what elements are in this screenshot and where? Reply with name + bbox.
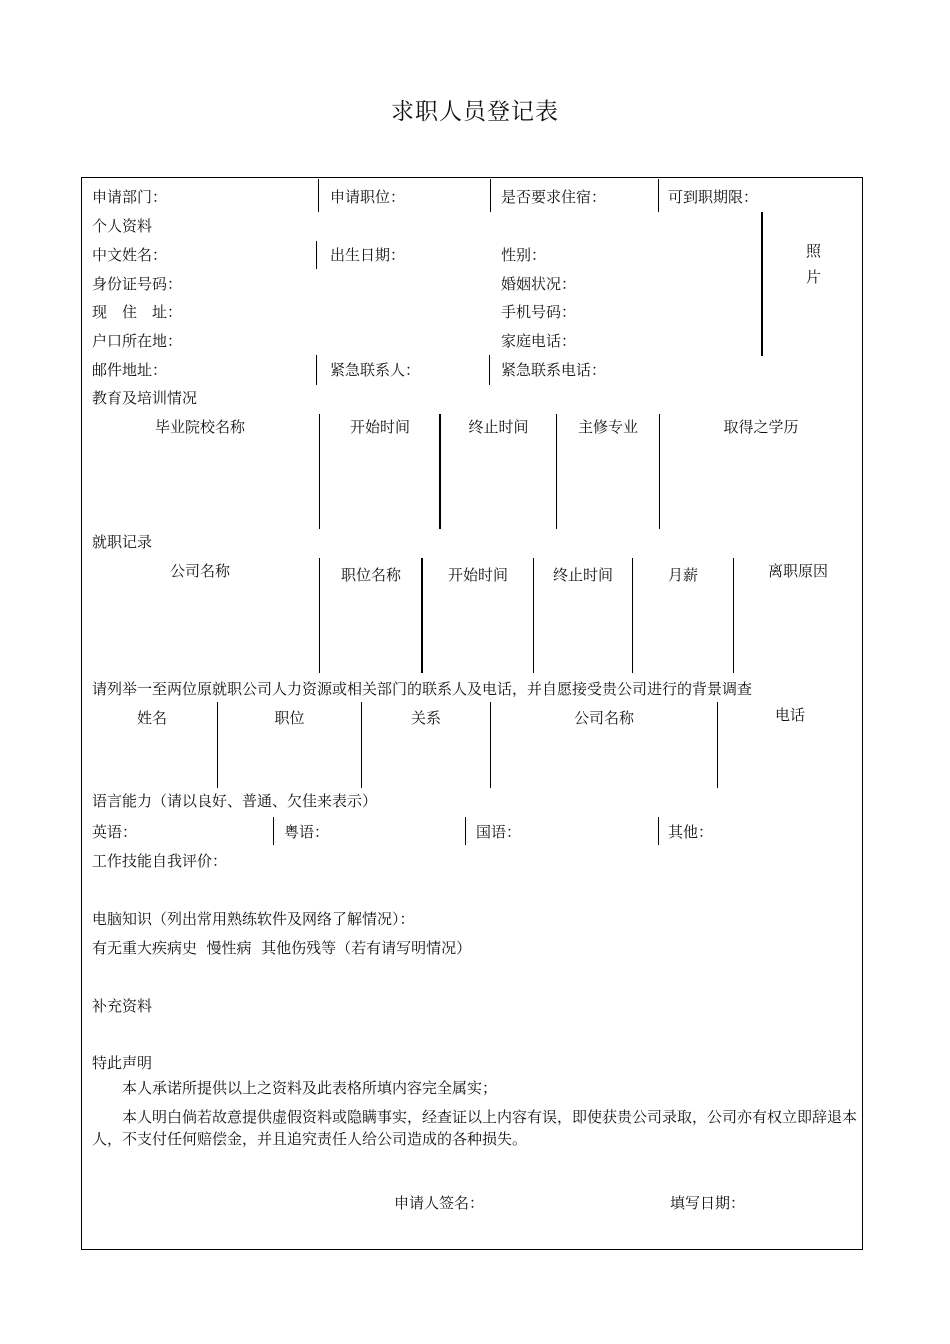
position-label: 申请职位：	[330, 188, 406, 206]
photo-divider	[761, 212, 763, 356]
emp-col-reason: 离职原因	[767, 562, 828, 580]
edu-col-end: 终止时间	[468, 418, 529, 436]
applicant-signature-label: 申请人签名：	[394, 1194, 485, 1212]
chinese-name-label: 中文姓名：	[92, 246, 168, 264]
skills-self-eval-label: 工作技能自我评价：	[92, 852, 228, 870]
mandarin-label: 国语：	[476, 823, 522, 841]
divider	[316, 355, 317, 385]
divider	[273, 817, 274, 845]
ref-col-position: 职位	[274, 709, 305, 727]
computer-knowledge-label: 电脑知识（列出常用熟练软件及网络了解情况）：	[92, 910, 415, 928]
form-title: 求职人员登记表	[391, 99, 559, 125]
emp-col-company: 公司名称	[169, 562, 230, 580]
gender-label: 性别：	[501, 246, 547, 264]
education-section-title: 教育及培训情况	[92, 389, 198, 407]
language-section-title: 语言能力（请以良好、普通、欠佳来表示）	[92, 792, 378, 810]
marital-status-label: 婚姻状况：	[501, 275, 577, 293]
hukou-label: 户口所在地：	[92, 332, 183, 350]
postal-address-label: 邮件地址：	[92, 361, 168, 379]
divider	[658, 179, 659, 212]
divider	[316, 241, 317, 269]
emergency-phone-label: 紧急联系电话：	[501, 361, 607, 379]
emp-col-end: 终止时间	[552, 566, 613, 584]
health-label: 有无重大疾病史 慢性病 其他伤残等（若有请写明情况）	[92, 939, 472, 957]
declaration-line-2: 本人明白倘若故意提供虚假资料或隐瞒事实，经查证以上内容有误，即使获贵公司录取，公司亦有权立即辞退本人，不支付任何赔偿金，并且追究责任人给公司造成的各种损失。	[92, 1108, 858, 1148]
fill-date-label: 填写日期：	[670, 1194, 746, 1212]
divider	[465, 817, 466, 845]
supplement-label: 补充资料	[92, 997, 153, 1015]
edu-col-degree: 取得之学历	[723, 418, 799, 436]
ref-col-phone: 电话	[774, 706, 805, 724]
id-number-label: 身份证号码：	[92, 275, 183, 293]
divider	[658, 817, 659, 845]
ref-col-name: 姓名	[136, 709, 167, 727]
edu-col-school: 毕业院校名称	[154, 418, 245, 436]
ref-col-company: 公司名称	[573, 709, 634, 727]
references-section-title: 请列举一至两位原就职公司人力资源或相关部门的联系人及电话，并自愿接受贵公司进行的背景调查	[92, 680, 753, 698]
emp-col-salary: 月薪	[667, 566, 698, 584]
emp-col-start: 开始时间	[447, 566, 508, 584]
department-label: 申请部门：	[92, 188, 168, 206]
declaration-title: 特此声明	[92, 1054, 153, 1072]
home-phone-label: 家庭电话：	[501, 332, 577, 350]
divider	[318, 179, 319, 212]
address-label: 现 住 址：	[92, 303, 183, 321]
other-language-label: 其他：	[668, 823, 714, 841]
emergency-contact-label: 紧急联系人：	[330, 361, 421, 379]
cantonese-label: 粤语：	[284, 823, 330, 841]
edu-col-major: 主修专业	[577, 418, 638, 436]
mobile-label: 手机号码：	[501, 303, 577, 321]
photo-label-2: 片	[806, 268, 822, 286]
divider	[490, 179, 491, 212]
photo-label-1: 照	[806, 242, 822, 260]
available-date-label: 可到职期限：	[668, 188, 759, 206]
emp-col-position: 职位名称	[340, 566, 401, 584]
declaration-line-1: 本人承诺所提供以上之资料及此表格所填内容完全属实；	[122, 1079, 498, 1097]
personal-section-title: 个人资料	[92, 217, 153, 235]
accommodation-label: 是否要求住宿：	[501, 188, 607, 206]
edu-col-start: 开始时间	[349, 418, 410, 436]
ref-col-relation: 关系	[410, 709, 441, 727]
divider	[489, 355, 490, 385]
english-label: 英语：	[92, 823, 138, 841]
birth-date-label: 出生日期：	[330, 246, 406, 264]
employment-section-title: 就职记录	[92, 533, 153, 551]
